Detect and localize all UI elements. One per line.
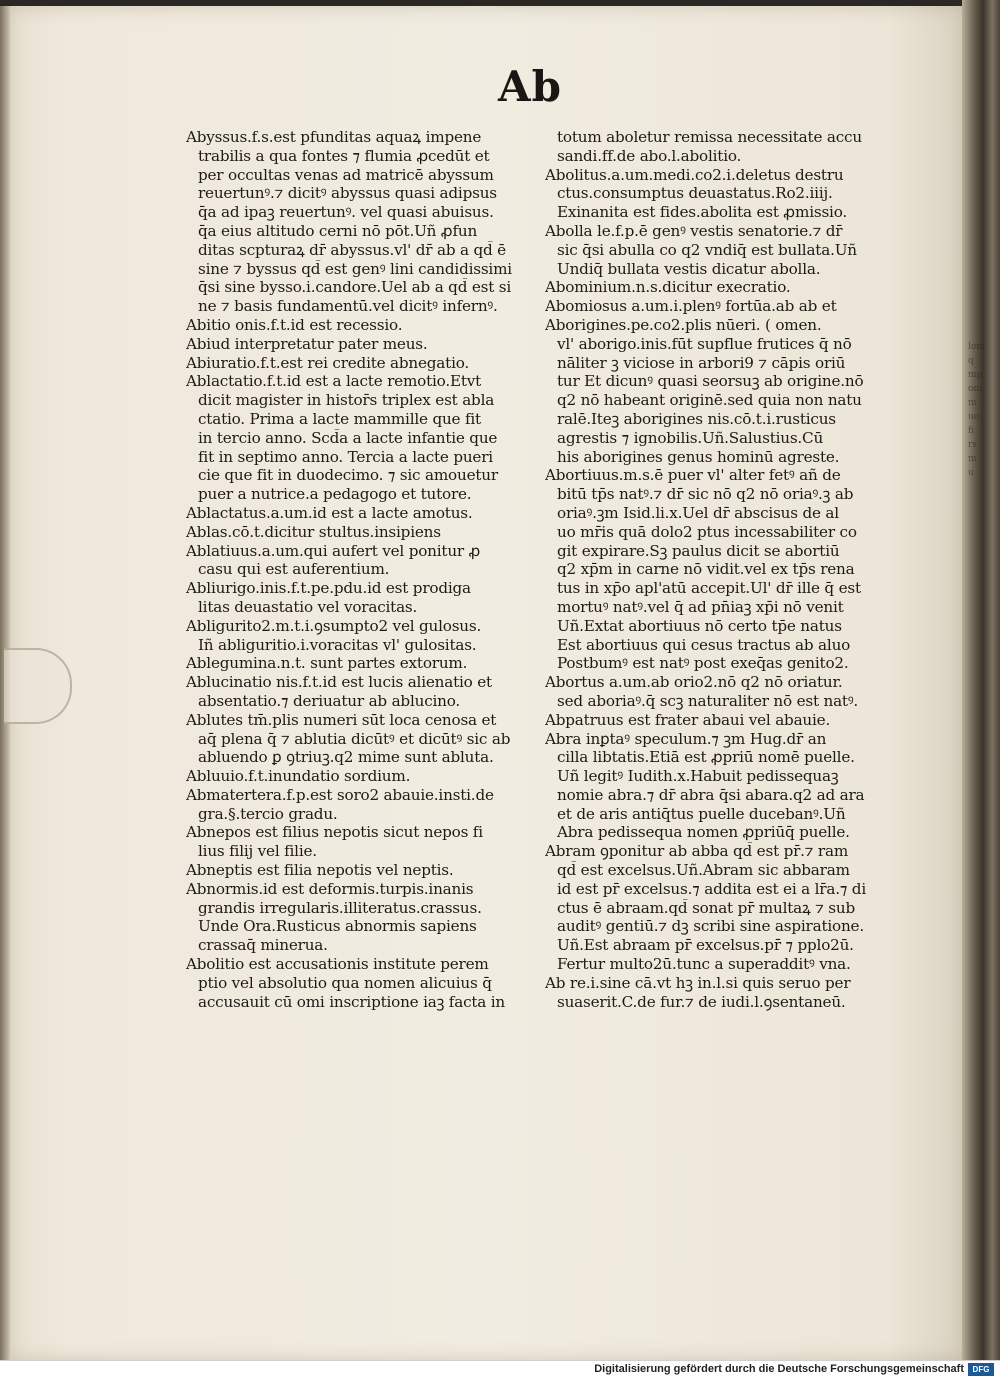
text-line: ctus.consumptus deuastatus.Ro2.iiij. — [557, 184, 833, 203]
text-line: Abyssus.f.s.est pfunditas aquaꝝ impene — [186, 128, 482, 146]
text-line: mortuꝰ natꝰ.vel q̄ ad pn̄iaꝫ xp̄i nō venit — [557, 597, 844, 616]
text-line: crassaq̄ minerua. — [198, 936, 328, 955]
text-line: sed aboriaꝰ.q̄ scꝫ naturaliter nō est natꝰ. — [557, 691, 859, 710]
text-line: ctatio. Prima a lacte mammille que fit — [198, 409, 481, 428]
funding-credit: Digitalisierung gefördert durch die Deutsche Forschungsgemeinschaft — [594, 1363, 964, 1375]
text-line: ctus ē abraam.qd̄ sonat pr̄ multaꝝ ⁊ sub — [557, 898, 856, 917]
footer-bar — [0, 1360, 1000, 1378]
text-line: q2 nō habeant originē.sed quia non natu — [557, 391, 862, 410]
text-line: Aborigines.pe.co2.plis nūeri. ( omen. — [545, 315, 822, 334]
text-line: Ablactatus.a.um.id est a lacte amotus. — [186, 503, 473, 522]
text-line: q2 xp̄m in carne nō vidit.vel ex tp̄s rena — [557, 560, 855, 579]
text-line: qd̄ est excelsus.Uñ.Abram sic abbaram — [557, 861, 850, 880]
left-column — [186, 128, 538, 1011]
text-line: Abiud interpretatur pater meus. — [186, 334, 428, 353]
text-line: Abmatertera.f.p.est soro2 abauie.insti.de — [186, 785, 494, 804]
text-line: Abitio onis.f.t.id est recessio. — [186, 315, 403, 334]
text-line: Fertur multo2ū.tunc a superadditꝰ vna. — [557, 955, 851, 974]
text-line: dicit magister in histor̄s triplex est abla — [198, 391, 495, 410]
text-line: nāliter ꝫ viciose in arbori9 ⁊ cāpis oriū — [557, 353, 846, 372]
text-line: aq̄ plena q̄ ⁊ ablutia dicūtꝰ et dicūtꝰ sic ab — [198, 729, 511, 748]
text-line: suaserit.C.de fur.⁊ de iudi.l.ꝯsentaneū. — [557, 992, 846, 1011]
text-line: Abligurito2.m.t.i.ꝯsumpto2 vel gulosus. — [186, 616, 482, 635]
text-line: Uñ.Extat abortiuus nō certo tp̄e natus — [557, 616, 842, 635]
text-line: reuertunꝰ.⁊ dicitꝰ abyssus quasi adipsus — [198, 184, 497, 203]
text-line: agrestis ⁊ ignobilis.Uñ.Salustius.Cū — [557, 428, 824, 447]
text-line: cilla libtatis.Etiā est ꝓpriū nomē puelle. — [557, 748, 855, 767]
text-line: Undiq̄ bullata vestis dicatur abolla. — [557, 259, 821, 278]
text-line: Abnepos est filius nepotis sicut nepos fi — [186, 823, 483, 842]
text-line: Abpatruus est frater abaui vel abauie. — [545, 710, 831, 729]
text-line: git expirare.Sꝫ paulus dicit se abortiū — [557, 541, 840, 560]
text-line: Abomiosus a.um.i.plenꝰ fortūa.ab ab et — [545, 297, 837, 316]
text-line: Abluuio.f.t.inundatio sordium. — [186, 767, 411, 786]
text-line: Abliurigo.inis.f.t.pe.pdu.id est prodiga — [186, 579, 471, 598]
text-line: accusauit cū omi inscriptione iaꝫ facta in — [198, 992, 505, 1011]
text-line: Abra inꝑtaꝰ speculum.⁊ ꝫm Hug.dr̄ an — [545, 729, 827, 748]
text-line: Abneptis est filia nepotis vel neptis. — [186, 861, 454, 880]
text-line: Ablactatio.f.t.id est a lacte remotio.Etvt — [186, 372, 482, 391]
text-line: Ablas.cō.t.dicitur stultus.insipiens — [186, 522, 441, 541]
text-line: uo mr̄is quā dolo2 ptus incessabiliter co — [557, 522, 857, 541]
text-line: litas deuastatio vel voracitas. — [198, 597, 418, 616]
text-line: Postbumꝰ est natꝰ post exeq̄as genito2. — [557, 654, 849, 673]
text-line: trabilis a qua fontes ⁊ flumia ꝓcedūt et — [198, 146, 490, 165]
text-line: grandis irregularis.illiteratus.crassus. — [198, 898, 482, 917]
paper-clip — [4, 648, 72, 724]
text-line: abluendo ꝑ ꝯtriuꝫ.q2 mime sunt abluta. — [198, 748, 494, 767]
text-line: q̄a ad ipaꝫ reuertunꝰ. vel quasi abuisus. — [198, 203, 494, 222]
text-line: tus in xp̄o apl'atū accepit.Ul' dr̄ ille q̄ est — [557, 579, 861, 598]
text-line: in tercio anno. Scd̄a a lacte infantie que — [198, 428, 498, 447]
text-line: Abram ꝯponitur ab abba qd̄ est pr̄.⁊ ram — [545, 842, 849, 861]
text-line: vl' aborigo.inis.fūt supflue frutices q̄ nō — [557, 334, 852, 353]
text-line: his aborigines genus hominū agreste. — [557, 447, 840, 466]
text-line: Ablutes tm̄.plis numeri sūt loca cenosa et — [186, 710, 497, 729]
text-line: Est abortiuus qui cesus tractus ab aluo — [557, 635, 851, 654]
dfg-logo: DFG — [968, 1363, 994, 1376]
text-line: Exinanita est fides.abolita est ꝓmissio. — [557, 203, 847, 222]
text-line: auditꝰ gentiū.⁊ dꝫ scribi sine aspiratione. — [557, 917, 864, 936]
text-line: Ablucinatio nis.f.t.id est lucis alienatio et — [186, 673, 492, 692]
text-line: Uñ.Est abraam pr̄ excelsus.pr̄ ⁊ pplo2ū. — [557, 936, 854, 955]
text-line: Abnormis.id est deformis.turpis.inanis — [186, 879, 474, 898]
text-line: Unde Ora.Rusticus abnormis sapiens — [198, 917, 477, 936]
text-line: gra.§.tercio gradu. — [198, 804, 338, 823]
text-line: ralē.Iteꝫ aborigines nis.cō.t.i.rusticus — [557, 409, 836, 428]
text-line: et de aris antiq̄tus puelle ducebanꝰ.Uñ — [557, 804, 846, 823]
text-line: Abominium.n.s.dicitur execratio. — [545, 278, 791, 297]
text-line: oriaꝰ.ꝫm Isid.li.x.Uel dr̄ abscisus de al — [557, 503, 839, 522]
text-line: absentatio.⁊ deriuatur ab ablucino. — [198, 691, 461, 710]
text-line: Uñ legitꝰ Iudith.x.Habuit pedissequaꝫ — [557, 767, 839, 786]
text-line: totum aboletur remissa necessitate accu — [557, 128, 862, 146]
text-line: ptio vel absolutio qua nomen alicuius q̄ — [198, 973, 492, 992]
text-line: casu qui est auferentium. — [198, 560, 390, 579]
text-line: Abortus a.um.ab orio2.nō q2 nō oriatur. — [545, 673, 843, 692]
text-line: Abiuratio.f.t.est rei credite abnegatio. — [186, 353, 470, 372]
text-line: Ab re.i.sine cā.vt hꝫ in.l.si quis seruo per — [545, 973, 851, 992]
text-line: Abolla le.f.p.ē genꝰ vestis senatorie.⁊ dr̄ — [545, 221, 843, 240]
text-line: cie que fit in duodecimo. ⁊ sic amouetur — [198, 466, 498, 485]
text-line: per occultas venas ad matricē abyssum — [198, 165, 494, 184]
facing-page-text: lom q mp om m uo fi rs m u — [968, 342, 985, 478]
text-line: ne ⁊ basis fundamentū.vel dicitꝰ infernꝰ. — [198, 297, 498, 316]
text-line: Abolitio est accusationis institute perem — [186, 955, 489, 974]
text-line: q̄si sine bysso.i.candore.Uel ab a qd̄ est si — [198, 278, 512, 297]
text-line: ditas scpturaꝝ dr̄ abyssus.vl' dr̄ ab a qd̄ ē — [198, 240, 506, 259]
text-line: sic q̄si abulla co q2 vndiq̄ est bullata.Uñ — [557, 240, 857, 259]
running-head: Ab — [498, 62, 562, 111]
text-line: tur Et dicunꝰ quasi seorsuꝫ ab origine.nō — [557, 372, 864, 391]
text-line: sine ⁊ byssus qd̄ est genꝰ lini candidissimi — [198, 259, 512, 278]
text-line: Iñ abliguritio.i.voracitas vl' gulositas. — [198, 635, 477, 654]
text-line: sandi.ff.de abo.l.abolitio. — [557, 146, 742, 165]
text-line: q̄a eius altitudo cerni nō pōt.Uñ ꝓfun — [198, 221, 478, 240]
text-line: Ablegumina.n.t. sunt partes extorum. — [186, 654, 468, 673]
text-line: Abolitus.a.um.medi.co2.i.deletus destru — [545, 165, 844, 184]
text-line: Abra pedissequa nomen ꝓpriūq̄ puelle. — [557, 823, 850, 842]
text-line: Ablatiuus.a.um.qui aufert vel ponitur ꝓ — [186, 541, 481, 560]
book-gutter — [962, 0, 1000, 1360]
text-line: fit in septimo anno. Tercia a lacte pueri — [198, 447, 493, 466]
text-line: bitū tp̄s natꝰ.⁊ dr̄ sic nō q2 nō oriaꝰ.ꝫ ab — [557, 485, 854, 504]
right-column — [545, 128, 881, 1011]
text-line: nomie abra.⁊ dr̄ abra q̄si abara.q2 ad ara — [557, 785, 865, 804]
text-line: puer a nutrice.a pedagogo et tutore. — [198, 485, 472, 504]
text-line: Abortiuus.m.s.ē puer vl' alter fetꝰ añ de — [545, 466, 841, 485]
text-line: lius filij vel filie. — [198, 842, 317, 861]
text-line: id est pr̄ excelsus.⁊ addita est ei a lr̄a.⁊ di — [557, 879, 866, 898]
